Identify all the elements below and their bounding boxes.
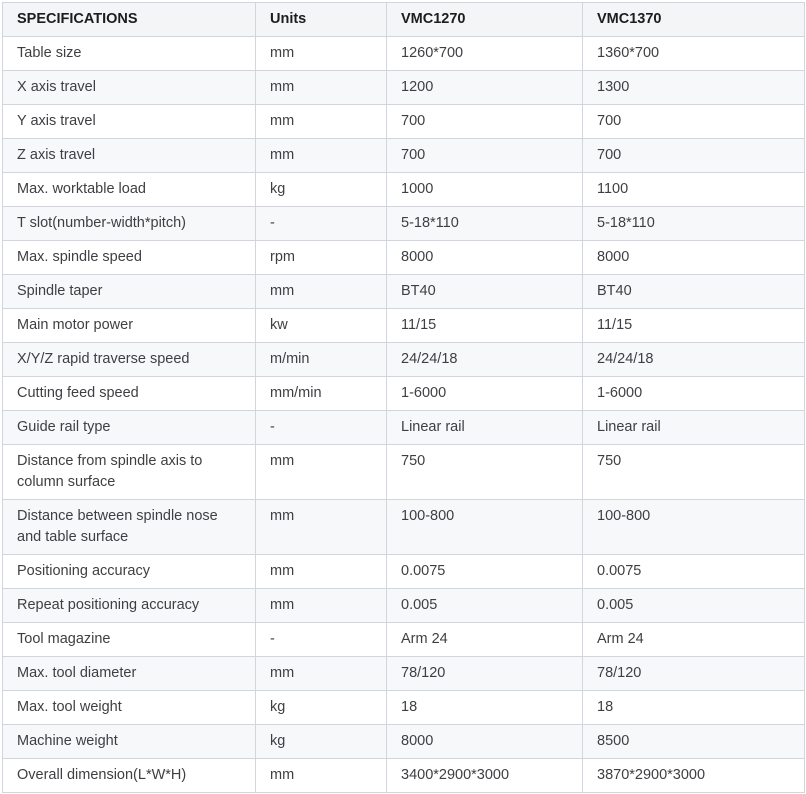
vmc1270-cell: 1000: [387, 173, 583, 207]
vmc1370-cell: 0.0075: [583, 555, 805, 589]
vmc1370-cell: BT40: [583, 275, 805, 309]
units-cell: mm: [256, 139, 387, 173]
units-cell: -: [256, 623, 387, 657]
vmc1370-cell: 0.005: [583, 589, 805, 623]
table-row: [3, 589, 805, 623]
vmc1370-cell: 18: [583, 691, 805, 725]
units-cell: rpm: [256, 241, 387, 275]
table-body: [3, 37, 805, 793]
vmc1270-cell: 18: [387, 691, 583, 725]
vmc1370-cell: 78/120: [583, 657, 805, 691]
vmc1270-cell: Arm 24: [387, 623, 583, 657]
vmc1270-cell: 1200: [387, 71, 583, 105]
column-header-vmc1270: VMC1270: [387, 3, 583, 37]
vmc1370-cell: 1360*700: [583, 37, 805, 71]
units-cell: mm: [256, 37, 387, 71]
vmc1270-cell: 0.005: [387, 589, 583, 623]
units-cell: -: [256, 207, 387, 241]
header-row: [3, 3, 805, 37]
vmc1270-cell: 0.0075: [387, 555, 583, 589]
vmc1270-cell: 8000: [387, 725, 583, 759]
vmc1370-cell: 5-18*110: [583, 207, 805, 241]
spec-cell: X/Y/Z rapid traverse speed: [3, 343, 256, 377]
spec-cell: Z axis travel: [3, 139, 256, 173]
table-row: [3, 139, 805, 173]
table-row: [3, 500, 805, 555]
units-cell: mm: [256, 500, 387, 555]
vmc1370-cell: 1100: [583, 173, 805, 207]
table-row: [3, 173, 805, 207]
vmc1370-cell: 24/24/18: [583, 343, 805, 377]
units-cell: kg: [256, 691, 387, 725]
units-cell: kg: [256, 173, 387, 207]
units-cell: mm: [256, 589, 387, 623]
vmc1370-cell: 8500: [583, 725, 805, 759]
units-cell: mm: [256, 71, 387, 105]
table-row: [3, 657, 805, 691]
table-row: [3, 207, 805, 241]
vmc1270-cell: 1-6000: [387, 377, 583, 411]
table-header: [3, 3, 805, 37]
specifications-table-container: [2, 2, 804, 793]
column-header-vmc1370: VMC1370: [583, 3, 805, 37]
spec-cell: Max. tool weight: [3, 691, 256, 725]
units-cell: m/min: [256, 343, 387, 377]
vmc1370-cell: 8000: [583, 241, 805, 275]
vmc1370-cell: 750: [583, 445, 805, 500]
column-header-units: Units: [256, 3, 387, 37]
vmc1370-cell: Linear rail: [583, 411, 805, 445]
spec-cell: Max. tool diameter: [3, 657, 256, 691]
spec-cell: Distance between spindle nose and table surface: [3, 500, 256, 555]
table-row: [3, 759, 805, 793]
table-row: [3, 343, 805, 377]
spec-cell: Machine weight: [3, 725, 256, 759]
units-cell: kg: [256, 725, 387, 759]
table-row: [3, 623, 805, 657]
vmc1270-cell: 700: [387, 139, 583, 173]
vmc1270-cell: Linear rail: [387, 411, 583, 445]
table-row: [3, 725, 805, 759]
vmc1270-cell: 3400*2900*3000: [387, 759, 583, 793]
spec-cell: Max. spindle speed: [3, 241, 256, 275]
spec-cell: Distance from spindle axis to column surface: [3, 445, 256, 500]
units-cell: mm: [256, 275, 387, 309]
table-row: [3, 411, 805, 445]
vmc1370-cell: 1-6000: [583, 377, 805, 411]
vmc1270-cell: 78/120: [387, 657, 583, 691]
units-cell: kw: [256, 309, 387, 343]
table-row: [3, 71, 805, 105]
spec-cell: Table size: [3, 37, 256, 71]
spec-cell: Max. worktable load: [3, 173, 256, 207]
spec-cell: Cutting feed speed: [3, 377, 256, 411]
vmc1370-cell: 700: [583, 139, 805, 173]
spec-cell: Positioning accuracy: [3, 555, 256, 589]
specifications-table: [2, 2, 805, 793]
spec-cell: Tool magazine: [3, 623, 256, 657]
spec-cell: Overall dimension(L*W*H): [3, 759, 256, 793]
units-cell: mm: [256, 657, 387, 691]
vmc1270-cell: 11/15: [387, 309, 583, 343]
table-row: [3, 275, 805, 309]
units-cell: mm: [256, 555, 387, 589]
vmc1270-cell: 1260*700: [387, 37, 583, 71]
vmc1370-cell: 3870*2900*3000: [583, 759, 805, 793]
units-cell: mm: [256, 759, 387, 793]
table-row: [3, 37, 805, 71]
table-row: [3, 691, 805, 725]
units-cell: mm: [256, 105, 387, 139]
vmc1270-cell: 24/24/18: [387, 343, 583, 377]
spec-cell: Spindle taper: [3, 275, 256, 309]
spec-cell: Guide rail type: [3, 411, 256, 445]
table-row: [3, 555, 805, 589]
vmc1270-cell: 100-800: [387, 500, 583, 555]
spec-cell: X axis travel: [3, 71, 256, 105]
vmc1370-cell: 700: [583, 105, 805, 139]
table-row: [3, 445, 805, 500]
vmc1370-cell: 11/15: [583, 309, 805, 343]
spec-cell: T slot(number-width*pitch): [3, 207, 256, 241]
units-cell: mm: [256, 445, 387, 500]
vmc1270-cell: 700: [387, 105, 583, 139]
spec-cell: Repeat positioning accuracy: [3, 589, 256, 623]
vmc1270-cell: BT40: [387, 275, 583, 309]
table-row: [3, 377, 805, 411]
vmc1370-cell: 100-800: [583, 500, 805, 555]
vmc1270-cell: 750: [387, 445, 583, 500]
column-header-spec: SPECIFICATIONS: [3, 3, 256, 37]
units-cell: -: [256, 411, 387, 445]
vmc1270-cell: 8000: [387, 241, 583, 275]
spec-cell: Y axis travel: [3, 105, 256, 139]
vmc1370-cell: 1300: [583, 71, 805, 105]
vmc1270-cell: 5-18*110: [387, 207, 583, 241]
vmc1370-cell: Arm 24: [583, 623, 805, 657]
table-row: [3, 241, 805, 275]
units-cell: mm/min: [256, 377, 387, 411]
table-row: [3, 309, 805, 343]
table-row: [3, 105, 805, 139]
spec-cell: Main motor power: [3, 309, 256, 343]
